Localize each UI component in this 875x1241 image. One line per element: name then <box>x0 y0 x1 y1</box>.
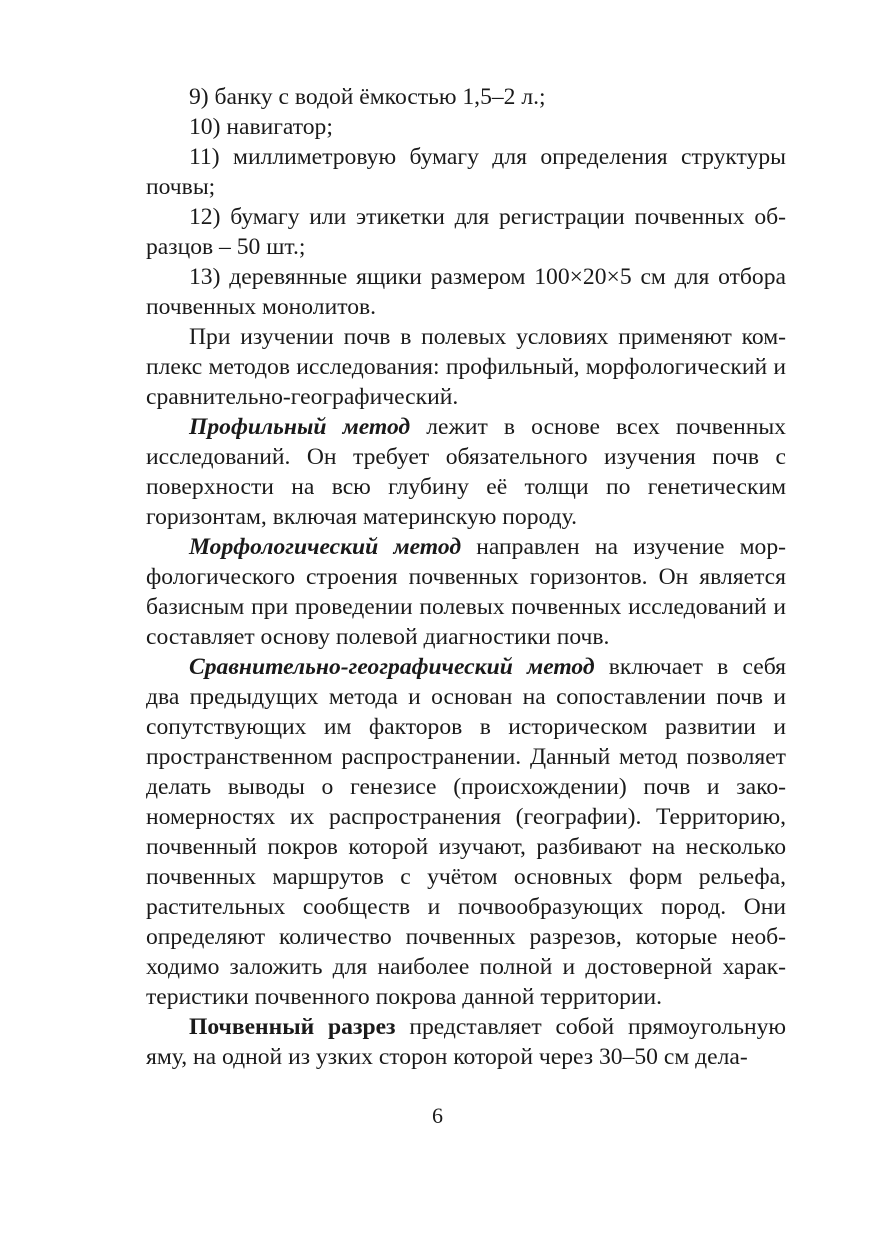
morphological-method-paragraph <box>146 532 786 652</box>
method-term: Сравнительно-географический метод <box>189 654 595 680</box>
list-item: 11) миллиметровую бумагу для определения структуры почвы; <box>146 144 786 200</box>
soil-section-text: представляет собой прямоугольную яму, на одной из узких сторон которой через 30–50 см дела- <box>146 1014 786 1070</box>
list-item: 13) деревянные ящики размером 100×20×5 см для отбора почвенных монолитов. <box>146 264 786 320</box>
list-item: 10) навигатор; <box>189 114 333 140</box>
method-text: включает в себя два предыдущих метода и основан на сопоставлении почв и сопутствующих им факторов в историческом развитии и пространственном распространении. Данный метод позволяет делать выводы о генезисе (происхождении) почв и закономерностях их распространения (географии). Территорию, почвенный покров которой изучают, разбивают на несколько почвенных маршрутов с учётом основных форм рельефа, растительных сообществ и почвообразующих пород. Они определяют количество почвенных разрезов, которые необходимо заложить для наиболее полной и достоверной характеристики почвенного покрова данной территории. <box>146 654 786 1010</box>
intro-paragraph: При изучении почв в полевых условиях применяют комплекс методов исследования: профильный, морфологический и сравнительно-географический. <box>146 324 786 410</box>
method-text: направлен на изучение морфологического строения почвенных горизонтов. Он является базисным при проведении полевых почвенных исследований и составляет основу полевой диагностики почв. <box>146 534 786 650</box>
soil-section-term: Почвенный разрез <box>189 1014 396 1040</box>
comparative-geographic-method-paragraph <box>146 652 786 1012</box>
soil-section-paragraph <box>146 1012 786 1072</box>
list-item: 9) банку с водой ёмкостью 1,5–2 л.; <box>189 84 546 110</box>
profile-method-paragraph <box>146 412 786 532</box>
page-number: 6 <box>432 1103 443 1128</box>
list-item: 12) бумагу или этикетки для регистрации почвенных образцов – 50 шт.; <box>146 204 786 260</box>
method-text: лежит в основе всех почвенных исследований. Он требует обязательного изучения почв с поверхности на всю глубину её толщи по генетическим горизонтам, включая материнскую породу. <box>146 414 786 530</box>
page-body <box>146 82 786 1072</box>
method-term: Морфологический метод <box>189 534 462 560</box>
method-term: Профильный метод <box>189 414 411 440</box>
